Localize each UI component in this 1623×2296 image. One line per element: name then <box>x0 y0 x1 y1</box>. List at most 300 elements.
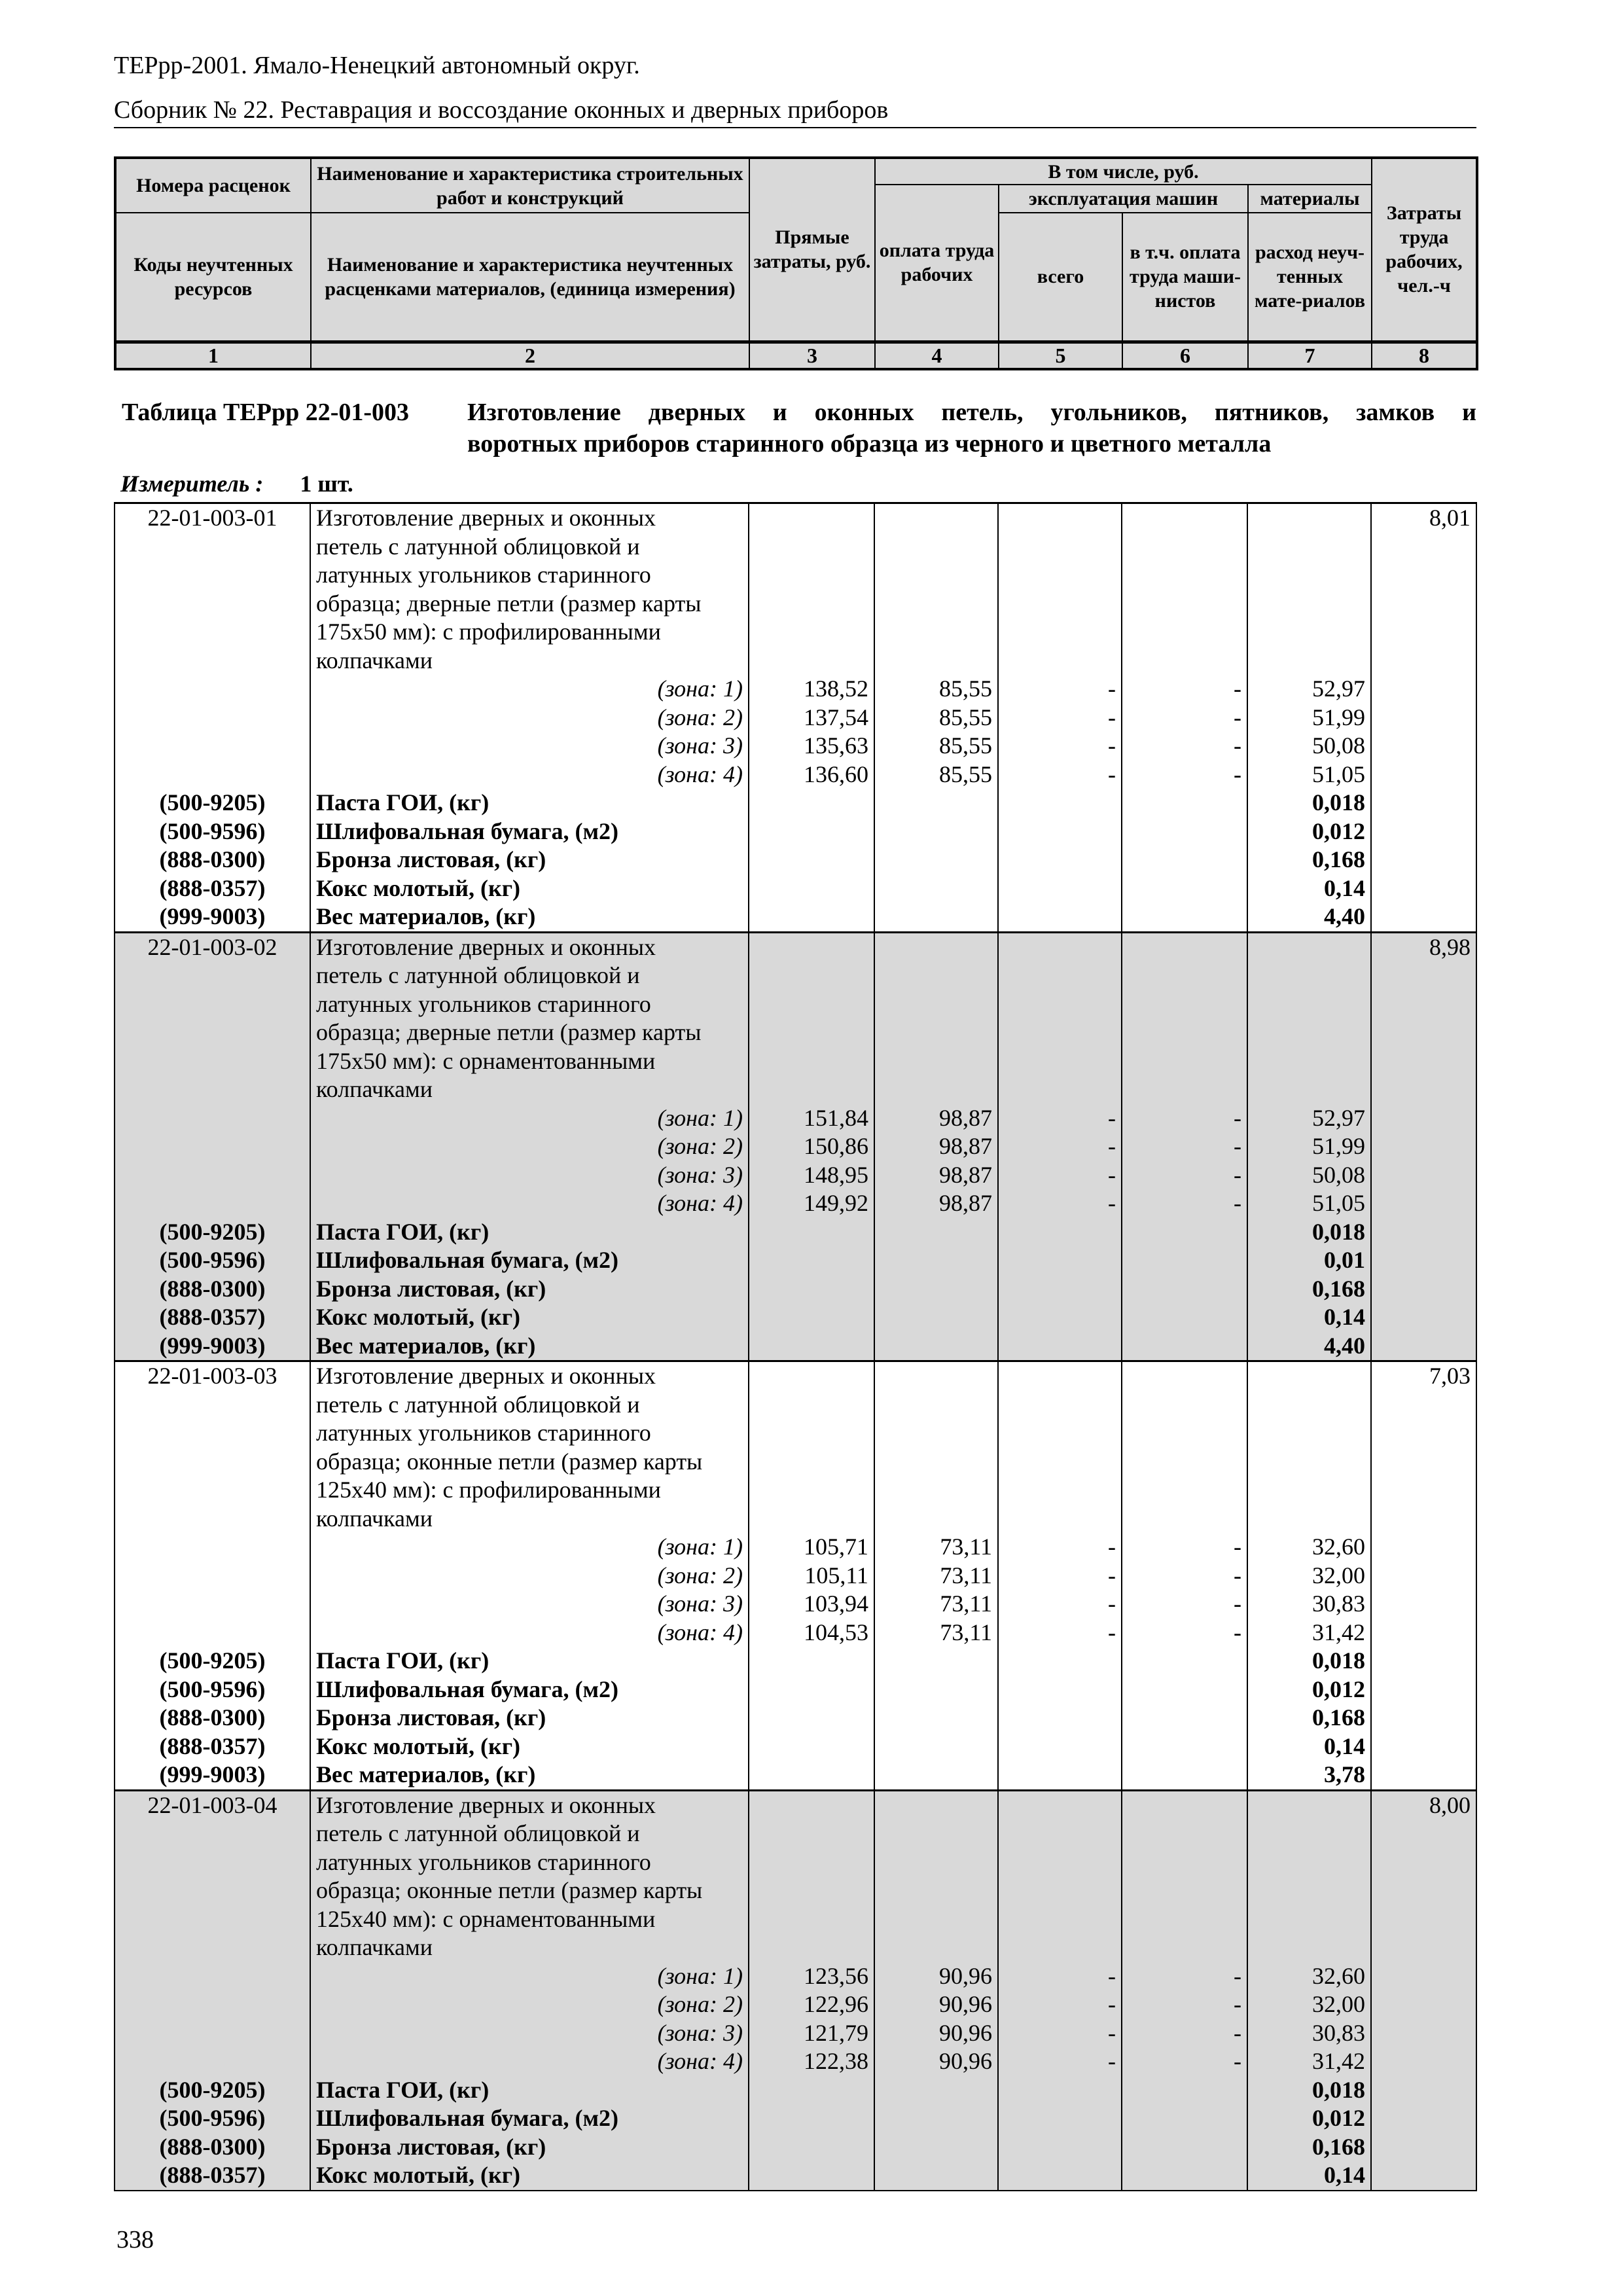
empty-cell <box>749 1275 874 1304</box>
empty-cell <box>874 1676 998 1704</box>
resource-quantity: 0,168 <box>1247 1704 1371 1732</box>
column-header-table <box>114 156 1478 370</box>
empty-cell <box>115 1104 310 1133</box>
empty-cell <box>1122 1505 1247 1534</box>
labor-pay: 85,55 <box>874 704 998 732</box>
rate-code: 22-01-003-02 <box>115 932 310 961</box>
machines-total: - <box>998 1132 1122 1161</box>
empty-cell <box>1371 2076 1476 2105</box>
empty-cell <box>874 846 998 874</box>
empty-cell <box>1122 1704 1247 1732</box>
empty-cell <box>749 1848 874 1877</box>
rate-description-line: латунных угольников старинного <box>310 561 749 590</box>
empty-cell <box>1122 503 1247 533</box>
direct-costs: 122,38 <box>749 2047 874 2076</box>
empty-cell <box>115 2019 310 2048</box>
empty-cell <box>1371 618 1476 647</box>
empty-cell <box>874 2133 998 2162</box>
empty-cell <box>998 1391 1122 1420</box>
empty-cell <box>1247 1448 1371 1477</box>
resource-name: Вес материалов, (кг) <box>310 903 749 932</box>
materials-cost: 50,08 <box>1247 732 1371 761</box>
labor-hours: 8,98 <box>1371 932 1476 961</box>
resource-quantity: 0,14 <box>1247 1303 1371 1332</box>
empty-cell <box>115 1562 310 1590</box>
resource-quantity: 0,168 <box>1247 846 1371 874</box>
rate-description-line: колпачками <box>310 1505 749 1534</box>
empty-cell <box>998 990 1122 1019</box>
empty-cell <box>115 1189 310 1218</box>
direct-costs: 105,11 <box>749 1562 874 1590</box>
empty-cell <box>874 1505 998 1534</box>
machinist-pay: - <box>1122 761 1247 789</box>
zone-label: (зона: 2) <box>310 1562 749 1590</box>
table-row <box>115 1676 1476 1704</box>
document-header-line2: Сборник № 22. Реставрация и воссоздание оконных и дверных приборов <box>114 96 889 124</box>
resource-quantity: 0,018 <box>1247 1647 1371 1676</box>
empty-cell <box>998 1303 1122 1332</box>
empty-cell <box>874 990 998 1019</box>
direct-costs: 151,84 <box>749 1104 874 1133</box>
empty-cell <box>998 590 1122 619</box>
zone-label: (зона: 1) <box>310 675 749 704</box>
machines-total: - <box>998 1962 1122 1991</box>
empty-cell <box>749 1476 874 1505</box>
empty-cell <box>1247 533 1371 562</box>
empty-cell <box>1371 961 1476 990</box>
empty-cell <box>1122 1790 1247 1820</box>
labor-pay: 73,11 <box>874 1619 998 1647</box>
empty-cell <box>1122 1848 1247 1877</box>
empty-cell <box>749 1676 874 1704</box>
resource-code: (888-0300) <box>115 2133 310 2162</box>
page-number: 338 <box>116 2226 154 2253</box>
resource-name: Кокс молотый, (кг) <box>310 1732 749 1761</box>
empty-cell <box>115 675 310 704</box>
empty-cell <box>1247 590 1371 619</box>
zone-label: (зона: 1) <box>310 1962 749 1991</box>
empty-cell <box>749 2104 874 2133</box>
empty-cell <box>749 1905 874 1934</box>
empty-cell <box>749 903 874 932</box>
empty-cell <box>1122 1275 1247 1304</box>
table-row <box>115 1990 1476 2019</box>
zone-label: (зона: 4) <box>310 1189 749 1218</box>
empty-cell <box>115 647 310 675</box>
empty-cell <box>998 2104 1122 2133</box>
empty-cell <box>1122 789 1247 817</box>
empty-cell <box>1371 1933 1476 1962</box>
empty-cell <box>1371 704 1476 732</box>
labor-pay: 73,11 <box>874 1562 998 1590</box>
empty-cell <box>1122 590 1247 619</box>
zone-label: (зона: 2) <box>310 704 749 732</box>
empty-cell <box>1371 1848 1476 1877</box>
empty-cell <box>115 990 310 1019</box>
rate-description-line: 125х40 мм): с орнаментованными <box>310 1905 749 1934</box>
empty-cell <box>1122 561 1247 590</box>
empty-cell <box>1371 561 1476 590</box>
empty-cell <box>1371 1189 1476 1218</box>
empty-cell <box>1371 1419 1476 1448</box>
table-row <box>115 1047 1476 1076</box>
machinist-pay: - <box>1122 1189 1247 1218</box>
machines-total: - <box>998 2019 1122 2048</box>
empty-cell <box>1371 1676 1476 1704</box>
resource-quantity: 4,40 <box>1247 903 1371 932</box>
resource-code: (999-9003) <box>115 1761 310 1790</box>
resource-name: Шлифовальная бумага, (м2) <box>310 2104 749 2133</box>
empty-cell <box>1371 1218 1476 1247</box>
empty-cell <box>1247 1419 1371 1448</box>
resource-code: (500-9596) <box>115 2104 310 2133</box>
zone-label: (зона: 3) <box>310 732 749 761</box>
rate-description-line: колпачками <box>310 1933 749 1962</box>
empty-cell <box>1122 1905 1247 1934</box>
machinist-pay: - <box>1122 1161 1247 1190</box>
materials-cost: 30,83 <box>1247 2019 1371 2048</box>
empty-cell <box>749 503 874 533</box>
resource-name: Бронза листовая, (кг) <box>310 1275 749 1304</box>
empty-cell <box>115 590 310 619</box>
empty-cell <box>1371 1476 1476 1505</box>
empty-cell <box>998 1075 1122 1104</box>
direct-costs: 137,54 <box>749 704 874 732</box>
column-number: 1 <box>115 342 311 369</box>
empty-cell <box>749 1820 874 1848</box>
table-row <box>115 618 1476 647</box>
table-row <box>115 1018 1476 1047</box>
rate-description-line: Изготовление дверных и оконных <box>310 1361 749 1391</box>
empty-cell <box>1371 1533 1476 1562</box>
resource-name: Вес материалов, (кг) <box>310 1761 749 1790</box>
empty-cell <box>874 1448 998 1477</box>
table-row <box>115 1962 1476 1991</box>
table-row <box>115 961 1476 990</box>
machinist-pay: - <box>1122 1590 1247 1619</box>
empty-cell <box>115 1132 310 1161</box>
empty-cell <box>998 1361 1122 1391</box>
table-row <box>115 817 1476 846</box>
resource-quantity: 0,168 <box>1247 2133 1371 2162</box>
zone-label: (зона: 4) <box>310 2047 749 2076</box>
empty-cell <box>1371 1732 1476 1761</box>
empty-cell <box>874 2104 998 2133</box>
empty-cell <box>749 1218 874 1247</box>
empty-cell <box>998 1647 1122 1676</box>
resource-quantity: 0,01 <box>1247 1246 1371 1275</box>
table-row <box>115 1275 1476 1304</box>
column-number: 7 <box>1248 342 1372 369</box>
header-machines-total: всего <box>999 213 1122 342</box>
empty-cell <box>1122 990 1247 1019</box>
resource-quantity: 4,40 <box>1247 1332 1371 1361</box>
empty-cell <box>998 932 1122 961</box>
empty-cell <box>749 990 874 1019</box>
empty-cell <box>1371 2019 1476 2048</box>
empty-cell <box>115 761 310 789</box>
empty-cell <box>874 533 998 562</box>
resource-quantity: 0,018 <box>1247 2076 1371 2105</box>
empty-cell <box>115 1047 310 1076</box>
table-row <box>115 647 1476 675</box>
empty-cell <box>749 1448 874 1477</box>
empty-cell <box>749 618 874 647</box>
empty-cell <box>1371 2104 1476 2133</box>
empty-cell <box>1371 846 1476 874</box>
table-row <box>115 1132 1476 1161</box>
materials-cost: 51,05 <box>1247 761 1371 789</box>
empty-cell <box>749 1732 874 1761</box>
empty-cell <box>115 618 310 647</box>
empty-cell <box>749 1391 874 1420</box>
table-row <box>115 1303 1476 1332</box>
empty-cell <box>1122 2104 1247 2133</box>
empty-cell <box>749 590 874 619</box>
empty-cell <box>1371 1704 1476 1732</box>
empty-cell <box>874 1876 998 1905</box>
column-number: 3 <box>749 342 875 369</box>
empty-cell <box>874 1820 998 1848</box>
column-number: 8 <box>1372 342 1477 369</box>
empty-cell <box>749 1790 874 1820</box>
empty-cell <box>998 561 1122 590</box>
empty-cell <box>749 647 874 675</box>
table-row <box>115 2161 1476 2191</box>
empty-cell <box>1122 903 1247 932</box>
table-row <box>115 1590 1476 1619</box>
empty-cell <box>115 1018 310 1047</box>
empty-cell <box>874 618 998 647</box>
resource-name: Вес материалов, (кг) <box>310 1332 749 1361</box>
empty-cell <box>998 817 1122 846</box>
empty-cell <box>115 1905 310 1934</box>
table-row <box>115 590 1476 619</box>
header-resource-codes: Коды неучтенных ресурсов <box>115 213 311 342</box>
empty-cell <box>874 2161 998 2191</box>
machinist-pay: - <box>1122 1132 1247 1161</box>
resource-quantity: 3,78 <box>1247 1761 1371 1790</box>
empty-cell <box>1247 618 1371 647</box>
empty-cell <box>1371 647 1476 675</box>
table-row <box>115 846 1476 874</box>
labor-pay: 98,87 <box>874 1104 998 1133</box>
machines-total: - <box>998 1533 1122 1562</box>
empty-cell <box>1371 1448 1476 1477</box>
empty-cell <box>1122 1448 1247 1477</box>
rate-description-line: Изготовление дверных и оконных <box>310 932 749 961</box>
resource-code: (500-9205) <box>115 1647 310 1676</box>
empty-cell <box>115 961 310 990</box>
empty-cell <box>998 1761 1122 1790</box>
table-row <box>115 1218 1476 1247</box>
empty-cell <box>998 903 1122 932</box>
table-row <box>115 1790 1476 1820</box>
empty-cell <box>1122 1075 1247 1104</box>
empty-cell <box>1247 647 1371 675</box>
empty-cell <box>874 1018 998 1047</box>
machines-total: - <box>998 2047 1122 2076</box>
empty-cell <box>1122 961 1247 990</box>
zone-label: (зона: 1) <box>310 1533 749 1562</box>
rate-description-line: 175х50 мм): с профилированными <box>310 618 749 647</box>
empty-cell <box>874 961 998 990</box>
zone-label: (зона: 1) <box>310 1104 749 1133</box>
resource-name: Бронза листовая, (кг) <box>310 846 749 874</box>
empty-cell <box>749 1332 874 1361</box>
empty-cell <box>1371 1275 1476 1304</box>
rate-description-line: колпачками <box>310 647 749 675</box>
empty-cell <box>1371 1905 1476 1934</box>
empty-cell <box>1122 1218 1247 1247</box>
resource-name: Паста ГОИ, (кг) <box>310 2076 749 2105</box>
direct-costs: 138,52 <box>749 675 874 704</box>
materials-cost: 51,05 <box>1247 1189 1371 1218</box>
empty-cell <box>874 817 998 846</box>
resource-quantity: 0,012 <box>1247 2104 1371 2133</box>
empty-cell <box>749 1761 874 1790</box>
empty-cell <box>1122 2076 1247 2105</box>
empty-cell <box>1247 1075 1371 1104</box>
resource-name: Шлифовальная бумага, (м2) <box>310 817 749 846</box>
rate-description-line: образца; оконные петли (размер карты <box>310 1876 749 1905</box>
empty-cell <box>1122 846 1247 874</box>
machines-total: - <box>998 675 1122 704</box>
empty-cell <box>749 817 874 846</box>
materials-cost: 32,60 <box>1247 1962 1371 1991</box>
machinist-pay: - <box>1122 704 1247 732</box>
measure-value: 1 шт. <box>300 471 353 497</box>
resource-code: (500-9205) <box>115 2076 310 2105</box>
empty-cell <box>115 2047 310 2076</box>
empty-cell <box>1122 1933 1247 1962</box>
empty-cell <box>1247 561 1371 590</box>
empty-cell <box>115 1075 310 1104</box>
labor-hours: 7,03 <box>1371 1361 1476 1391</box>
table-row <box>115 1848 1476 1877</box>
empty-cell <box>874 1361 998 1391</box>
empty-cell <box>1371 1161 1476 1190</box>
empty-cell <box>998 2161 1122 2191</box>
empty-cell <box>1371 1104 1476 1133</box>
table-row <box>115 1161 1476 1190</box>
empty-cell <box>1371 1391 1476 1420</box>
empty-cell <box>998 1790 1122 1820</box>
empty-cell <box>749 2161 874 2191</box>
empty-cell <box>749 1419 874 1448</box>
table-row <box>115 1448 1476 1477</box>
empty-cell <box>998 2076 1122 2105</box>
empty-cell <box>1371 1876 1476 1905</box>
materials-cost: 52,97 <box>1247 675 1371 704</box>
table-row <box>115 732 1476 761</box>
rate-code: 22-01-003-04 <box>115 1790 310 1820</box>
empty-cell <box>874 561 998 590</box>
measure-label: Измеритель : <box>120 471 264 497</box>
empty-cell <box>1122 817 1247 846</box>
resource-code: (500-9205) <box>115 1218 310 1247</box>
table-row <box>115 990 1476 1019</box>
table-row <box>115 1189 1476 1218</box>
empty-cell <box>1122 2161 1247 2191</box>
resource-name: Бронза листовая, (кг) <box>310 1704 749 1732</box>
empty-cell <box>998 1820 1122 1848</box>
rate-description-line: 175х50 мм): с орнаментованными <box>310 1047 749 1076</box>
empty-cell <box>749 789 874 817</box>
header-labor-hours: Затраты труда рабочих, чел.-ч <box>1372 158 1477 342</box>
materials-cost: 31,42 <box>1247 2047 1371 2076</box>
rate-description-line: образца; оконные петли (размер карты <box>310 1448 749 1477</box>
empty-cell <box>115 732 310 761</box>
empty-cell <box>1371 2047 1476 2076</box>
empty-cell <box>1371 817 1476 846</box>
zone-label: (зона: 3) <box>310 2019 749 2048</box>
document-header-line1: ТЕРрр-2001. Ямало-Ненецкий автономный округ. <box>114 52 640 79</box>
table-title-text-line1: Изготовление дверных и оконных петель, угольников, пятников, замков и <box>467 399 1476 426</box>
empty-cell <box>998 1676 1122 1704</box>
resource-code: (888-0300) <box>115 846 310 874</box>
empty-cell <box>998 1332 1122 1361</box>
zone-label: (зона: 4) <box>310 1619 749 1647</box>
empty-cell <box>874 1303 998 1332</box>
machinist-pay: - <box>1122 732 1247 761</box>
labor-hours: 8,01 <box>1371 503 1476 533</box>
direct-costs: 136,60 <box>749 761 874 789</box>
empty-cell <box>874 932 998 961</box>
empty-cell <box>115 1848 310 1877</box>
empty-cell <box>749 1018 874 1047</box>
resource-name: Кокс молотый, (кг) <box>310 1303 749 1332</box>
empty-cell <box>998 1732 1122 1761</box>
machines-total: - <box>998 1590 1122 1619</box>
empty-cell <box>998 1218 1122 1247</box>
table-row <box>115 2076 1476 2105</box>
empty-cell <box>874 1704 998 1732</box>
machinist-pay: - <box>1122 1104 1247 1133</box>
labor-pay: 98,87 <box>874 1189 998 1218</box>
resource-code: (500-9596) <box>115 1676 310 1704</box>
empty-cell <box>749 2133 874 2162</box>
empty-cell <box>749 1933 874 1962</box>
zone-label: (зона: 4) <box>310 761 749 789</box>
resource-code: (500-9596) <box>115 817 310 846</box>
empty-cell <box>749 1075 874 1104</box>
empty-cell <box>749 1047 874 1076</box>
table-row <box>115 932 1476 961</box>
empty-cell <box>1371 903 1476 932</box>
table-row <box>115 1562 1476 1590</box>
materials-cost: 30,83 <box>1247 1590 1371 1619</box>
empty-cell <box>1122 1332 1247 1361</box>
machinist-pay: - <box>1122 2019 1247 2048</box>
labor-pay: 85,55 <box>874 761 998 789</box>
table-row <box>115 1075 1476 1104</box>
empty-cell <box>115 1505 310 1534</box>
empty-cell <box>1247 1820 1371 1848</box>
empty-cell <box>998 503 1122 533</box>
empty-cell <box>1122 618 1247 647</box>
empty-cell <box>1371 1562 1476 1590</box>
table-row <box>115 1533 1476 1562</box>
measure-unit <box>120 470 353 497</box>
zone-label: (зона: 3) <box>310 1161 749 1190</box>
resource-name: Кокс молотый, (кг) <box>310 874 749 903</box>
table-title-label: Таблица ТЕРрр 22-01-003 <box>122 399 410 426</box>
table-row <box>115 1246 1476 1275</box>
empty-cell <box>998 1246 1122 1275</box>
materials-cost: 32,60 <box>1247 1533 1371 1562</box>
empty-cell <box>1122 1246 1247 1275</box>
